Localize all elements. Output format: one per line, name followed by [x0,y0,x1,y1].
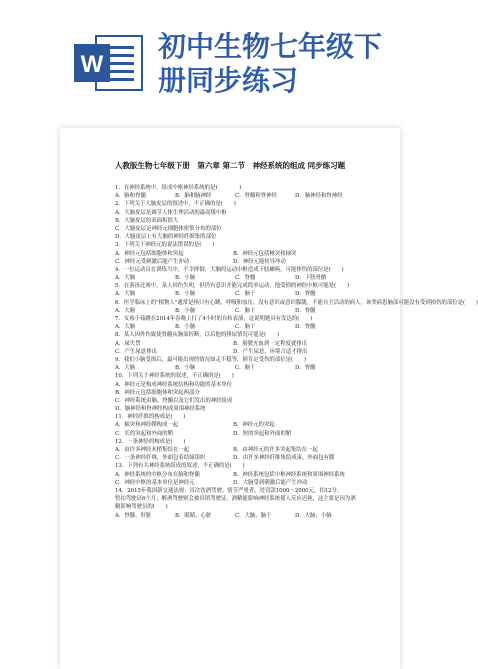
document-line: 9．我们小脑受损后，最可能出现的情况如走不稳等，则肯定受伤的部位是( ) [115,356,306,363]
document-line: 2．下列关于大脑皮层的叙述中，不正确的是( ) [115,201,236,208]
document-line: 8．某人因外伤致使脊髓从胸部折断，以后他的排尿情况可能是( ) [115,332,279,339]
word-logo-letter: W [80,51,104,78]
answer-option: A．神经系统的中枢分布在脑和脊髓 [115,471,200,478]
answer-option: A．轴突和神经鞘构成一起 [115,422,179,429]
answer-option: A．脊髓、肝脏 [115,512,152,519]
document-line: B．大脑皮层的表面积很大 [115,217,179,224]
document-line: A．大脑皮层是调节人体生理活动的最高级中枢 [115,209,227,216]
answer-option: A．脑和脊髓 [115,193,146,200]
answer-option: D．脊髓 [295,365,316,372]
answer-option: C．神经元受刺激后能产生冲动 [115,258,190,265]
banner-title-line2: 册同步练习 [158,64,299,97]
answer-options-row [115,479,415,487]
answer-option: D．大脑、小脑 [295,512,332,519]
answer-option: C．一条神经纤维，外面包着结缔组织 [115,455,206,462]
answer-option: C．脊髓 [235,275,256,282]
answer-options-row [115,323,415,331]
document-line: 精影响驾驶员的( ) [115,504,168,511]
document-line: 12．一条神经的构成是( ) [115,438,186,445]
document-line: 6．医学临床上的"植物人"通常是指只有心跳、呼吸和血压，没有意识或意识朦胧，不能自主活动的病人。该类病患脑部可能没有受到损伤的部位是( ) [115,299,478,306]
answer-option: A．大脑 [115,307,136,314]
answer-option: C．脊髓和脊神经 [235,193,277,200]
answer-options-row [115,364,415,372]
answer-option: A．神经元包括细胞体和突起 [115,250,184,257]
answer-option: C．脑干 [235,324,256,331]
answer-option: D．脊髓 [295,307,316,314]
answer-option: D．神经元能传导冲动 [233,258,286,265]
answer-option: A．大脑 [115,291,136,298]
banner-title [158,30,458,98]
answer-option: B．眼睛、心脏 [175,512,212,519]
document-line: 暂扣驾驶证6个月；醉酒驾驶则会被吊销驾驶证。酒精能影响神经系统使人反应迟钝，这主要是因为酒 [115,496,356,503]
answer-options-row [115,340,415,348]
answer-options-row [115,258,415,266]
document-line: C．神经系统由脑、脊髓以及它们发出的神经组成 [115,397,233,404]
answer-options-row [115,512,415,520]
answer-option: D．由许多神经纤维集结成束，外面包有膜 [233,455,335,462]
document-line: D．脑神经和脊神经构成周围神经系统 [115,406,206,413]
answer-options-row [115,274,415,282]
answer-option: D．短的突起和外面的鞘 [233,430,292,437]
answer-option: B．小脑 [175,307,196,314]
answer-option: C．神经中枢的基本单位是神经元 [115,479,195,486]
answer-option: B．小脑 [175,365,196,372]
document-title: 人教版生物七年级下册 第六章 第二节 神经系统的组成 同步练习题 [114,161,346,170]
answer-option: C．脑干 [235,291,256,298]
answer-options-row [115,348,415,356]
document-line: 11．神经纤维的构成是( ) [115,414,186,421]
answer-option: B．神经元的突起 [233,422,275,429]
answer-options-row [115,250,415,258]
document-line: 10．下列关于神经系统的叙述，不正确的是( ) [115,373,234,380]
document-line: 5．在游泳比赛中，某人因伤失明，但仍有意识并能完成简单运动，他受损的神经中枢可能是( ) [115,283,350,290]
answer-option: C．产生尿意排出 [115,348,157,355]
answer-option: C．脑干 [235,307,256,314]
answer-option: B．由神经元的许多突起集结在一起 [233,447,318,453]
answer-option: B．脑和脑神经 [175,193,212,200]
answer-options-row [115,446,415,454]
document-body [115,184,478,520]
answer-option: A．大脑 [115,365,136,372]
document-line: 4．一位运动员在训练当中，不幸摔倒，大脑的运动中枢造成下肢瘫痪，可能摔伤的部位是( ) [115,266,344,273]
answer-option: A．尿失禁 [115,340,141,347]
answer-options-row [115,421,415,429]
answer-option: D．脊髓 [295,324,316,331]
answer-options-row [115,290,415,298]
answer-option: D．大脑受到刺激后能产生冲动 [233,479,308,486]
answer-option: B．小脑 [175,291,196,298]
answer-option: C．大脑、脑干 [235,512,272,519]
document-page [60,128,478,669]
answer-option: D．脊髓 [295,291,316,298]
answer-options-row [115,471,415,479]
answer-option: D．脑神经和脊神经 [295,193,343,200]
answer-option: D．下肢骨骼 [295,275,327,282]
banner-title-line1: 初中生物七年级下 [158,30,383,63]
answer-option: C．长的突起和外面的鞘 [115,430,174,437]
answer-options-row [115,307,415,315]
answer-option: A．大脑 [115,324,136,331]
document-line: 13．下列有关神经系统组成的叙述，不正确的是( ) [115,463,245,470]
document-line: D．大脑皮层上有大脑的神经纤维集的部位 [115,234,217,241]
answer-options-row [115,454,415,462]
document-line: 14．2015年我国新交通法规：首次饮酒驾驶、情节严重者，处罚款1000～2000元，扣12分， [115,487,343,494]
document-line: C．大脑皮层是神经元细胞体密集分布的部位 [115,225,222,232]
document-line: 3．下列关于神经元的说法错误的是( ) [115,242,215,249]
document-line: B．神经元包括细胞体和突起两部分 [115,389,200,396]
answer-option: A．大脑 [115,275,136,282]
document-line: 7．女孩小茹跳在2014年春晚上打了4小时的自转表演，这说明她具有发达的( ) [115,316,313,322]
answer-option: C．脑干 [235,365,256,372]
answer-options-row [115,192,415,200]
answer-option: B．膀胱充血到一定程度就排出 [233,340,308,347]
answer-option: B．神经系统包括中枢神经系统和周围神经系统 [233,471,345,478]
answer-option: B．神经元包括树突和轴突 [233,250,297,257]
answer-option: D．产生尿意，环境合适才排出 [233,348,308,355]
banner [0,0,474,100]
answer-option: A．由许多神经末梢集结在一起 [115,447,189,453]
word-document-icon [74,36,144,90]
document-line: A．神经元是构成神经系统结构和功能的基本单位 [115,381,233,388]
answer-option: B．小脑 [175,275,196,282]
answer-option: B．小脑 [175,324,196,331]
document-line: 1．在神经系统中，组成中枢神经系统的是( ) [115,185,242,191]
answer-options-row [115,430,415,438]
